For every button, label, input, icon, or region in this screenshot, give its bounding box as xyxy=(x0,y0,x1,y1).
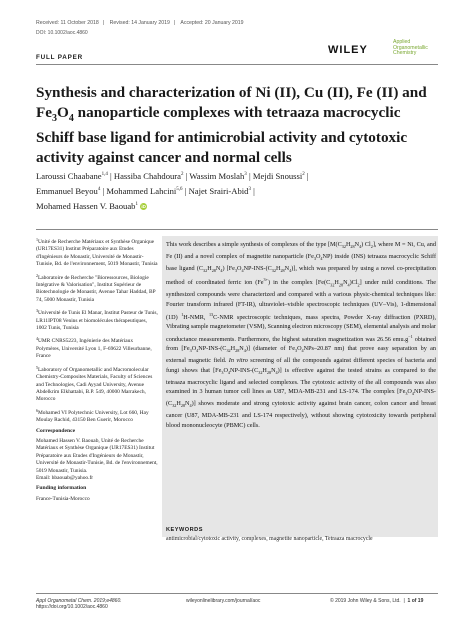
footer-copyright: © 2019 John Wiley & Sons, Ltd. | 1 of 19 xyxy=(330,598,424,604)
affiliations-column xyxy=(36,236,158,503)
funding-text: France-Tunisia-Morocco xyxy=(36,495,90,502)
footer-doi-link[interactable]: https://doi.org/10.1002/aoc.4860 xyxy=(36,604,108,611)
keywords-text: antimicrobial/cytotoxic activity, complexes, magnetite nanoparticle, Tetraaza macrocycle xyxy=(166,536,373,542)
affiliation: $^1$Unité de Recherche Matériaux et Synthèse Organique (UR17ES31) Institut Préparatoire aux Etudes d'Ingénieurs de Monastir, Université de Monastir-Tunisie, Bd. de l'environnement, 5019 Monastir, Tunisia xyxy=(36,237,158,268)
received-date: Received: 11 October 2018 xyxy=(36,20,99,26)
correspondence-text: Mohamed Hassen V. Baouab, Unité de Recherche Matériaux et Synthèse Organique (UR17ES31) Institut Préparatoire aux Etudes d'Ingénieurs de Monastir, Université de Monastir-Tunisie, Bd. de l'environnement, 5019 Monastir, Tunisia. xyxy=(36,437,158,474)
funding-heading: Funding information xyxy=(36,485,87,492)
orcid-icon[interactable]: iD xyxy=(141,204,146,210)
revised-date: Revised: 14 January 2019 xyxy=(109,20,170,26)
affiliation: $^4$UMR CNRS5223, Ingénierie des Matériaux Polymères, Université Lyon 1, F-69622 Villeurbanne, France xyxy=(36,336,152,360)
section-label: FULL PAPER xyxy=(36,54,83,61)
author[interactable]: Emmanuel Beyou$^4$ xyxy=(36,186,101,197)
divider xyxy=(36,593,438,594)
publication-dates: Received: 11 October 2018 | Revised: 14 January 2019 | Accepted: 20 January 2019 xyxy=(36,20,244,26)
affiliation: $^5$Laboratory of Organometallic and Macromolecular Chemistry-Composites Materials, Faculty of Sciences and Technologies, Cadi Ayyad University, Avenue Abdelkrim Elkhattabi, B.P. 549, 40000 Marrakech, Morocco xyxy=(36,364,153,403)
author[interactable]: Wassim Moslah$^3$ xyxy=(189,170,247,181)
page-number: 1 of 19 xyxy=(407,598,424,604)
footer-citation xyxy=(36,598,122,610)
author-list: Laroussi Chaabane$^{1,4}$ | Hassiba Chahdoura$^2$ | Wassim Moslah$^3$ | Mejdi Snoussi$^2$ | Emmanuel Beyou$^4$ | Mohammed Lahcini$^{5,6}$ | Najet Srairi-Abid$^3$ | Mohamed Hassen V. Baouab$^1$ iD xyxy=(36,170,309,212)
divider xyxy=(36,64,438,65)
affiliation: $^2$Laboratoire de Recherche "Bioressources, Biologie Intégrative & Valorisation", Institut Supérieur de Biotechnologie de Monastir, Avenue Tahar Haddad, BP 74, 5000 Monastir, Tunisia xyxy=(36,272,156,303)
affiliation: $^3$Université de Tunis El Manar, Institut Pasteur de Tunis, LR11IPT08 Venins et biomolécules thérapeutiques, 1002 Tunis, Tunisia xyxy=(36,308,158,332)
doi[interactable]: DOI: 10.1002/aoc.4860 xyxy=(36,30,88,36)
affiliation: $^6$Mohamed VI Polytechnic University, Lot 660, Hay Moulay Rachid, 43150 Ben Guerir, Morocco xyxy=(36,407,149,424)
correspondence-heading: Correspondence xyxy=(36,427,76,434)
abstract: This work describes a simple synthesis of complexes of the type [$M(C_{32}H_{28}N_4)$ $Cl_2$], where M = Ni, Cu, and Fe (II) and a novel complex of magnetite nanoparticle $(Fe_3O_4NP)$ inside (INS) tetraaza macrocyclic Schiff base ligand $(C_{32}H_{28}N_4)$ $[Fe_3O_4NP-INS-(C_{32}H_{28}N_4)]$, which was prepared by using a novel co-precipitation method of coordinated ferric ion $(Fe^{3+})$ in the complex $[Fe(C_{32}H_{28}N_4)Cl_2]$ under mild conditions. The synthesized compounds were characterized and compared with a various physic-chemical techniques like: Fourier transform infrared (FT-IR), ultraviolet–visible spectroscopic techniques (UV–Vis), 1-dimensional (1D) $^1$H-NMR, $^{13}$C-NMR spectroscopic techniques, mass spectra, Powder X-ray diffraction (PXRD), Vibrating sample magnetometer (VSM), Scanning electron microscopy (SEM), elemental analysis and molar conductance measurements. Furthermore, the highest saturation magnetization was 26.56 $emu.g^{-1}$ obtained from $[Fe_3O_4NP-INS-(C_{32}H_{28}N_4)]$ (diameter of $Fe_3O_4NPs-20.87$ nm) that prove easy separation by an external magnetic field. In vitro screening of all the compounds against different species of bacteria and fungi shows that $[Fe_3O_4NP-INS-(C_{32}H_{28}N_4)]$ is effective against the tested strains as compared to the tetraaza macrocyclic ligand and selected complexes. The cytotoxic activity of the all compounds was also examined in 3 human tumor cell lines as U87, MDA-MB-231 and LS-174. The complex $[Fe_3O_4NP-INS-(C_{32}H_{28}N_4)]$ shows moderate and strong cytotoxic activity against brain cancer, colon cancer and breast cancer (U87, MDA-MB-231 and LS-174 respectively), without showing cytotoxicity towards peripheral blood mononucleocyte (PBMC) cells. xyxy=(166,241,437,429)
author[interactable]: Mohammed Lahcini$^{5,6}$ xyxy=(106,186,183,197)
author[interactable]: Mohamed Hassen V. Baouab$^1$ xyxy=(36,201,138,212)
correspondence-email[interactable]: Email: hbaouab@yahoo.fr xyxy=(36,474,94,481)
author[interactable]: Laroussi Chaabane$^{1,4}$ xyxy=(36,170,108,181)
author[interactable]: Hassiba Chahdoura$^2$ xyxy=(113,170,184,181)
journal-logo: Applied Organometallic Chemistry xyxy=(393,39,428,57)
footer-site-link[interactable]: wileyonlinelibrary.com/journal/aoc xyxy=(186,598,261,604)
keywords-heading: KEYWORDS xyxy=(166,527,203,533)
footer-journal: Appl Organometal Chem. 2019;e4860. xyxy=(36,598,122,604)
accepted-date: Accepted: 20 January 2019 xyxy=(180,20,244,26)
author[interactable]: Mejdi Snoussi$^2$ xyxy=(252,170,305,181)
article-title: Synthesis and characterization of Ni (II), Cu (II), Fe (II) and $Fe_3O_4$ nanoparticle complexes with tetraaza macrocyclic Schiff base ligand for antimicrobial activity and cytotoxic activity against cancer and normal cells xyxy=(36,84,427,166)
divider xyxy=(36,229,438,230)
author[interactable]: Najet Srairi-Abid$^3$ xyxy=(188,186,251,197)
publisher-logo: WILEY xyxy=(328,44,368,56)
